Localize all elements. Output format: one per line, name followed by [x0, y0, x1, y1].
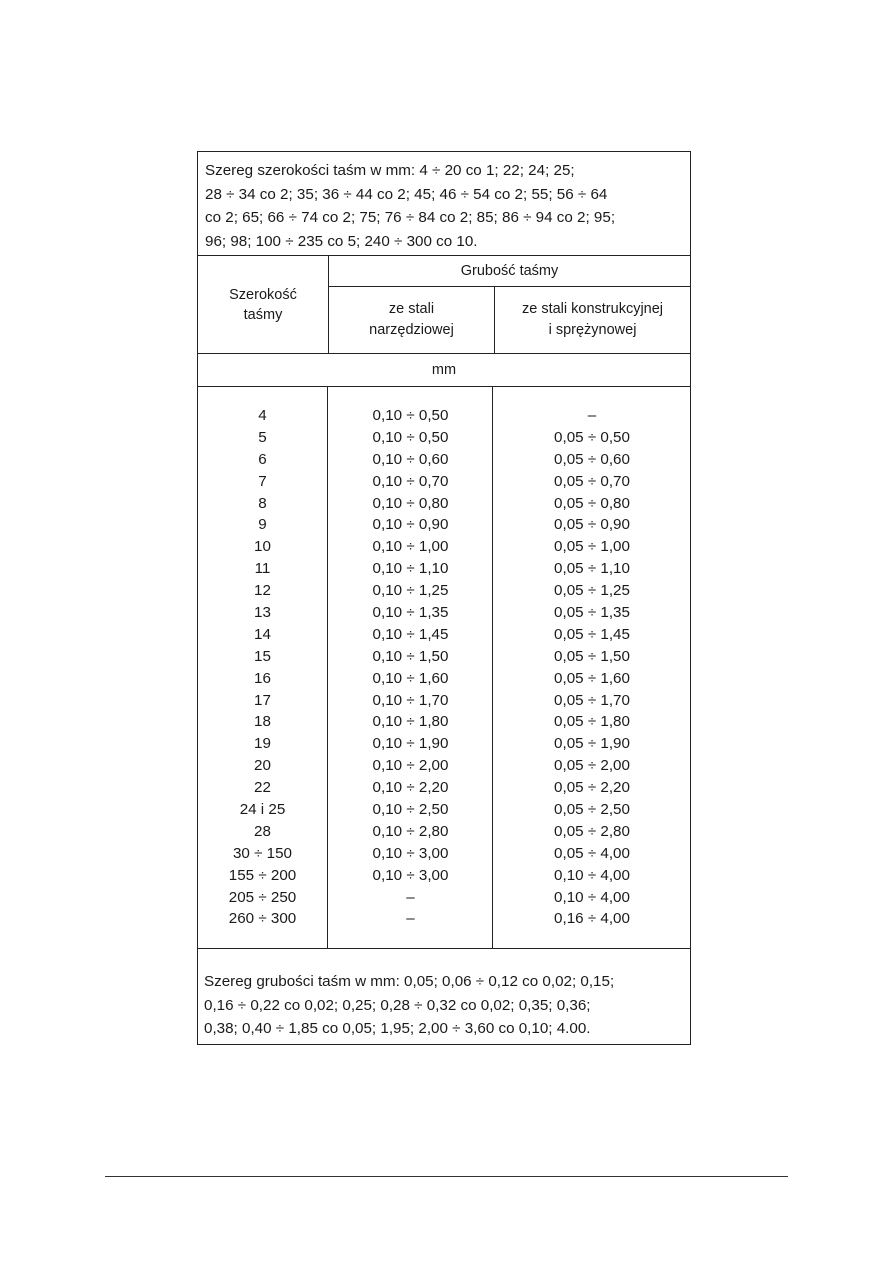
cell-structural-steel: 0,05 ÷ 1,50 — [554, 647, 630, 665]
cell-width: 7 — [258, 472, 267, 490]
cell-width: 8 — [258, 494, 267, 512]
cell-structural-steel: 0,05 ÷ 0,70 — [554, 472, 630, 490]
width-series-line: co 2; 65; 66 ÷ 74 co 2; 75; 76 ÷ 84 co 2; 85; 86 ÷ 94 co 2; 95; — [205, 209, 616, 226]
cell-width: 260 ÷ 300 — [228, 910, 297, 928]
table-row — [198, 646, 690, 668]
cell-structural-steel: 0,05 ÷ 2,20 — [554, 779, 630, 797]
cell-structural-steel: – — [587, 407, 597, 424]
thickness-series-line: Szereg grubości taśm w mm: 0,05; 0,06 ÷ 0,12 co 0,02; 0,15; — [204, 973, 615, 990]
cell-width: 15 — [254, 647, 271, 665]
cell-width: 11 — [254, 560, 271, 578]
cell-width: 13 — [254, 604, 271, 622]
table-row — [198, 493, 690, 515]
table-header — [198, 256, 690, 354]
cell-tool-steel: 0,10 ÷ 1,45 — [372, 625, 449, 643]
table-row — [198, 711, 690, 733]
cell-width: 12 — [254, 582, 271, 600]
header-width-line: Szerokość — [229, 286, 297, 303]
cell-tool-steel: 0,10 ÷ 2,80 — [372, 822, 449, 840]
cell-structural-steel: 0,05 ÷ 1,35 — [554, 604, 630, 622]
cell-tool-steel: 0,10 ÷ 0,50 — [372, 428, 449, 446]
width-series-line: Szereg szerokości taśm w mm: 4 ÷ 20 co 1; 22; 24; 25; — [205, 162, 575, 179]
table-rows — [198, 405, 690, 930]
table-body — [198, 387, 690, 949]
cell-tool-steel: 0,10 ÷ 0,60 — [372, 450, 449, 468]
cell-structural-steel: 0,05 ÷ 1,45 — [554, 625, 630, 643]
cell-structural-steel: 0,05 ÷ 0,90 — [554, 516, 630, 534]
table-row — [198, 777, 690, 799]
cell-width: 205 ÷ 250 — [228, 888, 297, 906]
table-row — [198, 405, 690, 427]
cell-width: 6 — [258, 450, 267, 468]
table-row — [198, 821, 690, 843]
cell-tool-steel: 0,10 ÷ 1,50 — [372, 647, 449, 665]
strip-dimensions-table — [197, 151, 691, 1045]
footer-rule — [105, 1176, 788, 1177]
cell-tool-steel: 0,10 ÷ 1,10 — [372, 560, 449, 578]
width-series-note — [198, 152, 690, 256]
table-row — [198, 690, 690, 712]
thickness-series-line: 0,16 ÷ 0,22 co 0,02; 0,25; 0,28 ÷ 0,32 co 0,02; 0,35; 0,36; — [204, 996, 591, 1014]
cell-structural-steel: 0,05 ÷ 1,10 — [554, 560, 630, 578]
cell-tool-steel: 0,10 ÷ 2,00 — [372, 757, 449, 775]
table-row — [198, 755, 690, 777]
cell-tool-steel: 0,10 ÷ 0,90 — [372, 516, 449, 534]
cell-tool-steel: 0,10 ÷ 0,70 — [372, 472, 449, 490]
table-row — [198, 887, 690, 909]
cell-width: 10 — [254, 538, 271, 556]
cell-tool-steel: 0,10 ÷ 1,35 — [372, 604, 449, 622]
cell-structural-steel: 0,10 ÷ 4,00 — [554, 866, 630, 884]
cell-width: 16 — [254, 669, 271, 687]
header-structural-steel-line: ze stali konstrukcyjnej — [521, 301, 664, 317]
header-tool-steel — [329, 287, 495, 353]
table-row — [198, 799, 690, 821]
cell-structural-steel: 0,05 ÷ 2,50 — [554, 801, 630, 819]
cell-width: 4 — [258, 407, 267, 424]
cell-structural-steel: 0,05 ÷ 1,60 — [554, 669, 630, 687]
table-row — [198, 558, 690, 580]
cell-structural-steel: 0,05 ÷ 1,70 — [554, 691, 630, 709]
cell-tool-steel: 0,10 ÷ 2,20 — [372, 779, 449, 797]
cell-structural-steel: 0,05 ÷ 1,25 — [554, 582, 630, 600]
table-row — [198, 536, 690, 558]
cell-width: 28 — [254, 822, 271, 840]
cell-width: 5 — [258, 428, 267, 446]
cell-tool-steel: 0,10 ÷ 1,80 — [372, 713, 449, 731]
cell-structural-steel: 0,05 ÷ 4,00 — [554, 844, 630, 862]
table-row — [198, 602, 690, 624]
cell-tool-steel: 0,10 ÷ 1,90 — [372, 735, 449, 753]
cell-width: 17 — [254, 691, 271, 709]
header-width-line: taśmy — [243, 306, 283, 323]
table-row — [198, 624, 690, 646]
table-row — [198, 449, 690, 471]
cell-structural-steel: 0,05 ÷ 0,50 — [554, 428, 630, 446]
cell-tool-steel: – — [406, 910, 415, 928]
cell-width: 22 — [254, 779, 271, 797]
cell-structural-steel: 0,05 ÷ 0,60 — [554, 450, 630, 468]
cell-width: 24 i 25 — [239, 801, 286, 819]
cell-tool-steel: 0,10 ÷ 3,00 — [372, 866, 449, 884]
cell-structural-steel: 0,05 ÷ 1,00 — [554, 538, 630, 556]
table-row — [198, 427, 690, 449]
thickness-series-note — [198, 949, 690, 1044]
cell-tool-steel: 0,10 ÷ 2,50 — [372, 801, 449, 819]
cell-structural-steel: 0,05 ÷ 0,80 — [554, 494, 630, 512]
table-row — [198, 471, 690, 493]
header-thickness-group: Grubość taśmy — [329, 256, 690, 287]
cell-tool-steel: 0,10 ÷ 1,60 — [372, 669, 449, 687]
cell-tool-steel: 0,10 ÷ 0,80 — [372, 494, 449, 512]
header-width — [198, 256, 329, 353]
cell-tool-steel: 0,10 ÷ 3,00 — [372, 844, 449, 862]
cell-structural-steel: 0,05 ÷ 2,80 — [554, 822, 630, 840]
table-row — [198, 843, 690, 865]
cell-tool-steel: 0,10 ÷ 1,25 — [372, 582, 449, 600]
cell-structural-steel: 0,05 ÷ 1,90 — [554, 735, 630, 753]
table-row — [198, 668, 690, 690]
width-series-line: 28 ÷ 34 co 2; 35; 36 ÷ 44 co 2; 45; 46 ÷ 54 co 2; 55; 56 ÷ 64 — [205, 185, 608, 203]
unit-row: mm — [198, 354, 690, 387]
table-row — [198, 514, 690, 536]
cell-tool-steel: 0,10 ÷ 1,00 — [372, 538, 449, 556]
header-tool-steel-line: ze stali — [388, 301, 435, 317]
width-series-line: 96; 98; 100 ÷ 235 co 5; 240 ÷ 300 co 10. — [205, 232, 478, 250]
table-row — [198, 580, 690, 602]
table-row — [198, 908, 690, 930]
thickness-series-line: 0,38; 0,40 ÷ 1,85 co 0,05; 1,95; 2,00 ÷ 3,60 co 0,10; 4.00. — [204, 1020, 591, 1037]
cell-width: 14 — [254, 625, 271, 643]
table-row — [198, 865, 690, 887]
header-tool-steel-line: narzędziowej — [369, 322, 454, 338]
cell-structural-steel: 0,10 ÷ 4,00 — [554, 888, 630, 906]
cell-width: 20 — [254, 757, 271, 775]
cell-width: 18 — [254, 713, 271, 731]
table-row — [198, 733, 690, 755]
cell-width: 19 — [254, 735, 271, 753]
header-structural-steel — [495, 287, 690, 353]
cell-structural-steel: 0,05 ÷ 2,00 — [554, 757, 630, 775]
cell-width: 9 — [258, 516, 267, 534]
cell-tool-steel: 0,10 ÷ 1,70 — [372, 691, 449, 709]
cell-structural-steel: 0,16 ÷ 4,00 — [554, 910, 630, 928]
cell-tool-steel: 0,10 ÷ 0,50 — [372, 407, 449, 424]
cell-tool-steel: – — [406, 888, 415, 906]
cell-width: 30 ÷ 150 — [232, 844, 292, 862]
cell-structural-steel: 0,05 ÷ 1,80 — [554, 713, 630, 731]
header-structural-steel-line: i sprężynowej — [548, 322, 637, 338]
cell-width: 155 ÷ 200 — [228, 866, 297, 884]
